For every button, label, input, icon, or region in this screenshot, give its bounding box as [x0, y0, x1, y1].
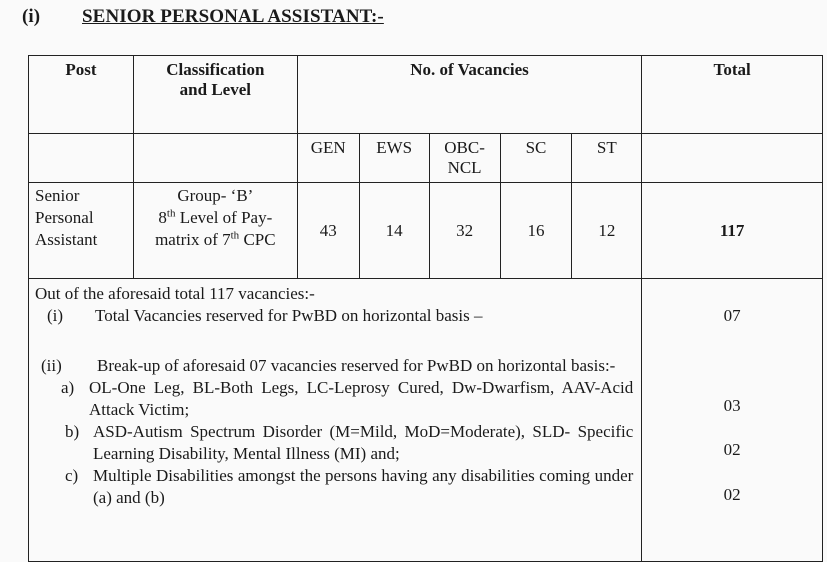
note-c-value: 02 [723, 485, 741, 504]
category-sc: SC [500, 134, 572, 183]
value-gen: 43 [297, 183, 359, 279]
post-line: Assistant [35, 230, 98, 249]
note-c: c) Multiple Disabilities amongst the persons having any disabilities coming under (a) and (b) [65, 466, 634, 507]
note-b: b) ASD-Autism Spectrum Disorder (M=Mild, MoD=Moderate), SLD- Specific Learning Disability, Mental Illness (MI) and; [65, 422, 634, 463]
post-cell [29, 183, 134, 279]
group-text: Group- ‘B’ [177, 186, 254, 205]
table-row [29, 183, 823, 279]
note-ii: (ii) Break-up of aforesaid 07 vacancies reserved for PwBD on horizontal basis:- [41, 356, 616, 375]
matrix-text: matrix of 7th CPC [155, 229, 276, 249]
value-ews: 14 [359, 183, 429, 279]
notes-row [29, 279, 823, 562]
post-line: Senior [35, 186, 80, 205]
value-sc: 16 [500, 183, 572, 279]
value-st: 12 [572, 183, 642, 279]
level-text: 8th Level of Pay- [158, 207, 273, 227]
value-total: 117 [642, 183, 823, 279]
post-line: Personal [35, 208, 94, 227]
section-heading [22, 6, 384, 28]
header-post: Post [29, 56, 134, 134]
empty-cell [133, 134, 297, 183]
category-ews: EWS [359, 134, 429, 183]
category-gen: GEN [297, 134, 359, 183]
note-b-value: 02 [723, 440, 741, 459]
category-obc-line2: NCL [447, 158, 482, 177]
category-st: ST [572, 134, 642, 183]
header-vacancies: No. of Vacancies [297, 56, 642, 134]
header-row [29, 56, 823, 134]
note-a: a) OL-One Leg, BL-Both Legs, LC-Leprosy Cured, Dw-Dwarfism, AAV-Acid Attack Victim; [61, 378, 634, 419]
category-obc [429, 134, 500, 183]
classification-cell [133, 183, 297, 279]
section-number: (i) [22, 6, 41, 27]
vacancy-table [28, 55, 823, 562]
note-a-value: 03 [723, 396, 741, 415]
empty-cell [29, 134, 134, 183]
value-obc: 32 [429, 183, 500, 279]
header-classification-line2: and Level [179, 80, 251, 99]
notes-cell [29, 279, 642, 562]
section-title: SENIOR PERSONAL ASSISTANT:- [82, 6, 384, 27]
category-row [29, 134, 823, 183]
note-i: (i) Total Vacancies reserved for PwBD on horizontal basis – [47, 306, 483, 325]
note-i-value: 07 [723, 306, 741, 325]
notes-intro: Out of the aforesaid total 117 vacancies:- [35, 284, 315, 303]
header-total: Total [642, 56, 823, 134]
empty-cell [642, 134, 823, 183]
notes-values-cell [642, 279, 823, 562]
header-classification [133, 56, 297, 134]
category-obc-line1: OBC- [444, 138, 485, 157]
header-classification-line1: Classification [166, 60, 265, 79]
